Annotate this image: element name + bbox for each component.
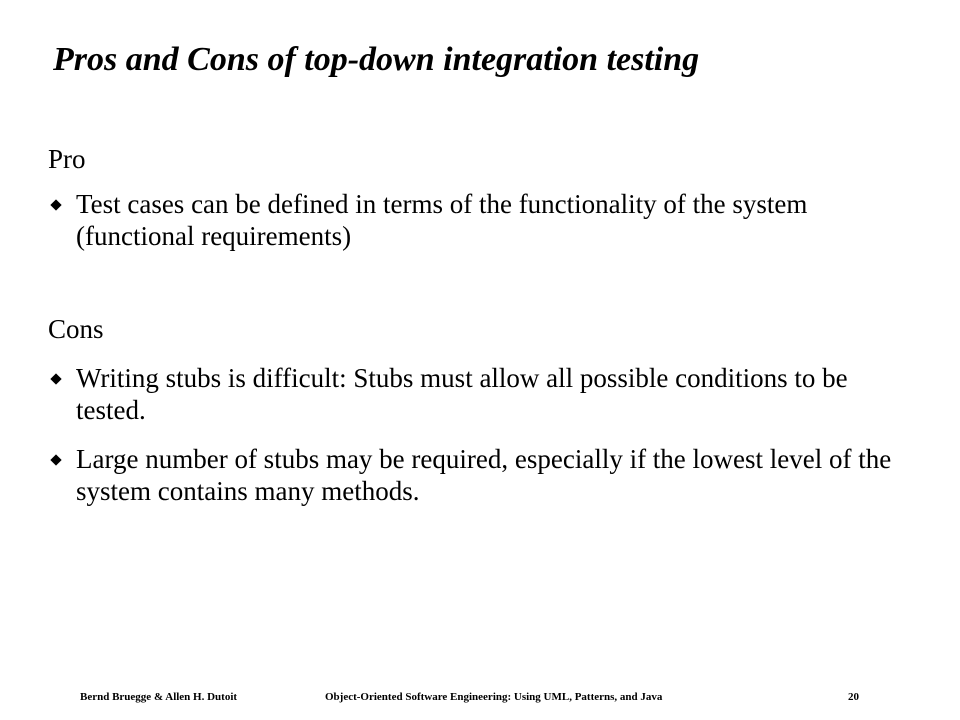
pro-heading: Pro: [48, 144, 86, 174]
diamond-bullet-icon: [50, 454, 61, 465]
cons-bullet-item: [48, 443, 908, 507]
footer-authors: Bernd Bruegge & Allen H. Dutoit: [80, 691, 238, 703]
cons-bullet-text: Writing stubs is difficult: Stubs must allow all possible conditions to be tested.: [76, 363, 848, 425]
pro-bullet-text: Test cases can be defined in terms of the functionality of the system (functional requirements): [76, 189, 808, 251]
cons-bullet-text: Large number of stubs may be required, especially if the lowest level of the system contains many methods.: [76, 444, 892, 506]
footer-page-number: 20: [848, 691, 859, 703]
slide-title: Pros and Cons of top-down integration testing: [53, 41, 700, 78]
diamond-bullet-icon: [50, 199, 61, 210]
footer-book-title: Object-Oriented Software Engineering: Using UML, Patterns, and Java: [325, 691, 663, 703]
diamond-bullet-icon: [50, 373, 61, 384]
cons-bullet-item: [48, 362, 908, 426]
cons-heading: Cons: [48, 314, 104, 344]
pro-bullet-item: [48, 188, 908, 252]
